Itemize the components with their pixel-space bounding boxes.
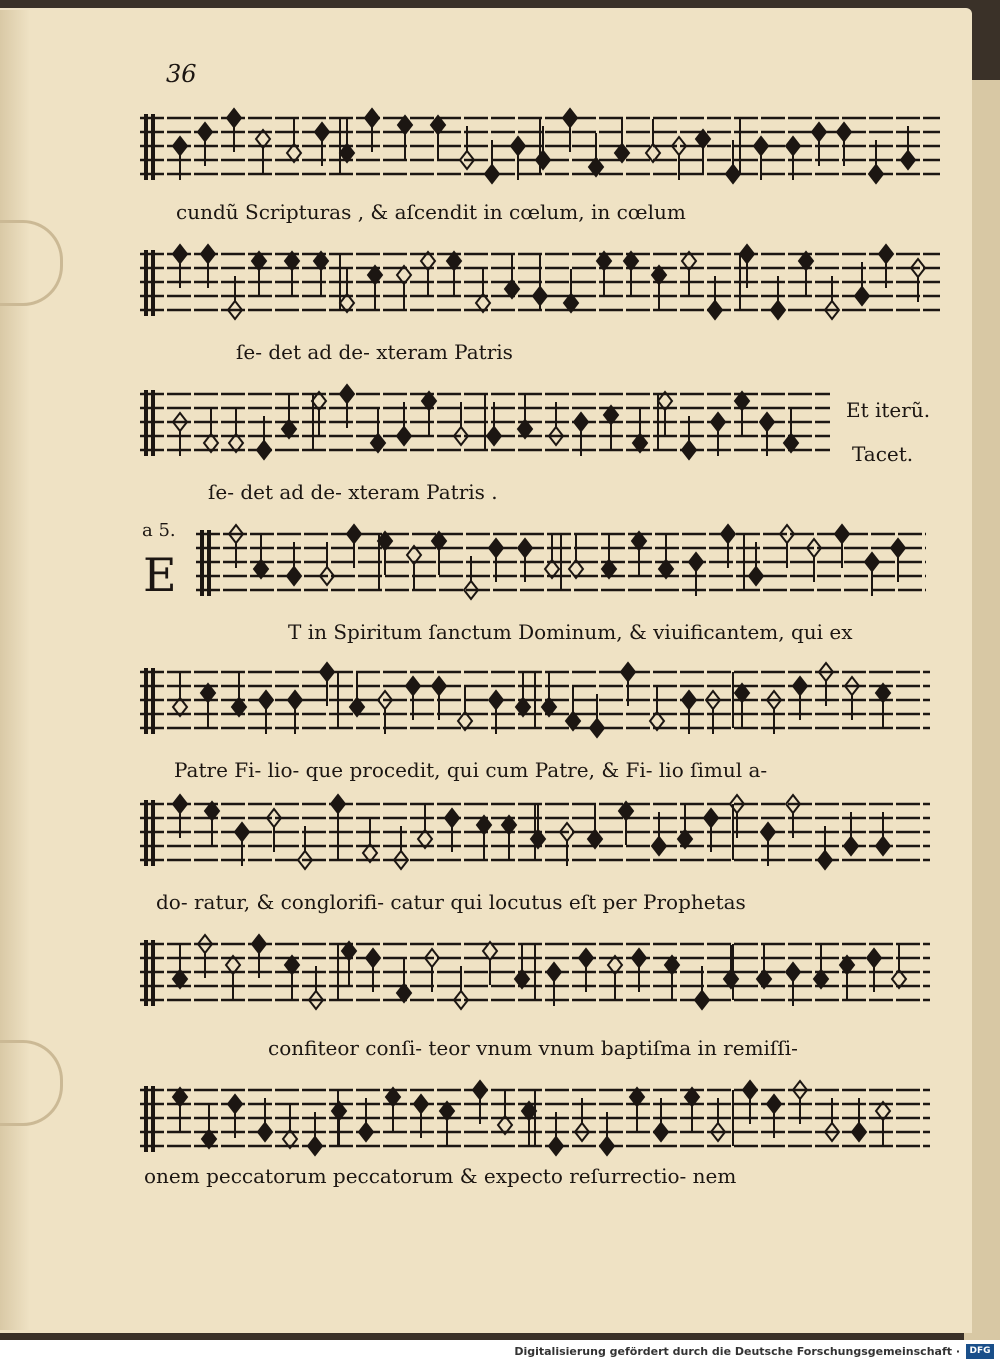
clef-bar bbox=[151, 800, 155, 866]
side-text: Tacet. bbox=[852, 442, 914, 466]
note-glyph bbox=[386, 1088, 400, 1131]
note-glyph bbox=[363, 819, 377, 862]
music-staff bbox=[140, 786, 930, 886]
note-glyph bbox=[589, 133, 603, 176]
note-glyph bbox=[342, 942, 356, 985]
note-glyph bbox=[518, 395, 532, 438]
clef-bar bbox=[151, 1086, 155, 1152]
note-glyph bbox=[226, 956, 240, 999]
note-glyph bbox=[205, 802, 219, 845]
note-glyph bbox=[678, 805, 692, 848]
note-glyph bbox=[498, 1091, 512, 1134]
note-glyph bbox=[569, 535, 583, 578]
note-glyph bbox=[232, 673, 246, 716]
music-staff bbox=[196, 516, 926, 616]
note-glyph bbox=[282, 395, 296, 438]
note-glyph bbox=[784, 409, 798, 452]
note-glyph bbox=[814, 945, 828, 988]
note-glyph bbox=[735, 392, 749, 435]
note-glyph bbox=[876, 684, 890, 727]
binding-shadow bbox=[0, 10, 30, 1330]
music-staff bbox=[140, 376, 830, 476]
music-staff bbox=[140, 926, 930, 1026]
initial-letter: E bbox=[143, 548, 177, 602]
side-text: Et iterũ. bbox=[846, 398, 931, 422]
clef-bar bbox=[144, 390, 148, 456]
note-glyph bbox=[624, 252, 638, 295]
note-glyph bbox=[202, 1105, 216, 1148]
lyric-line: cundũ Scripturas , & aſcendit in cœlum, in cœlum bbox=[176, 200, 686, 224]
note-glyph bbox=[477, 816, 491, 859]
note-glyph bbox=[619, 802, 633, 845]
note-glyph bbox=[604, 406, 618, 449]
note-glyph bbox=[505, 255, 519, 298]
clef-bar bbox=[144, 1086, 148, 1152]
note-glyph bbox=[368, 266, 382, 309]
note-glyph bbox=[659, 535, 673, 578]
note-glyph bbox=[476, 269, 490, 312]
note-glyph bbox=[630, 1088, 644, 1131]
note-glyph bbox=[799, 252, 813, 295]
clef-bar bbox=[144, 114, 148, 180]
note-glyph bbox=[201, 684, 215, 727]
note-glyph bbox=[312, 392, 326, 435]
lyric-line: ſe- det ad de- xteram Patris bbox=[236, 340, 513, 364]
note-glyph bbox=[652, 266, 666, 309]
note-glyph bbox=[597, 252, 611, 295]
music-staff bbox=[140, 1072, 930, 1172]
note-glyph bbox=[531, 805, 545, 848]
note-glyph bbox=[229, 409, 243, 452]
lyric-line: do- ratur, & conglorifi- catur qui locutus eſt per Prophetas bbox=[156, 890, 746, 914]
voice-count-label: a 5. bbox=[142, 520, 176, 541]
note-glyph bbox=[252, 252, 266, 295]
note-glyph bbox=[658, 392, 672, 435]
footer-bar bbox=[0, 1340, 1000, 1364]
clef-bar bbox=[200, 530, 204, 596]
note-glyph bbox=[522, 1102, 536, 1145]
note-glyph bbox=[516, 673, 530, 716]
note-glyph bbox=[542, 673, 556, 716]
note-glyph bbox=[285, 252, 299, 295]
clef-bar bbox=[151, 250, 155, 316]
note-glyph bbox=[682, 252, 696, 295]
note-glyph bbox=[256, 130, 270, 173]
lyric-line: Patre Fi- lio- que procedit, qui cum Patre, & Fi- lio ſimul a- bbox=[174, 758, 768, 782]
note-glyph bbox=[285, 956, 299, 999]
note-glyph bbox=[378, 532, 392, 575]
note-glyph bbox=[615, 119, 629, 162]
clef-bar bbox=[144, 668, 148, 734]
note-glyph bbox=[650, 687, 664, 730]
note-glyph bbox=[685, 1088, 699, 1131]
note-glyph bbox=[287, 119, 301, 162]
note-glyph bbox=[735, 684, 749, 727]
lyric-line: onem peccatorum peccatorum & expecto reſurrectio- nem bbox=[144, 1164, 737, 1188]
note-glyph bbox=[566, 687, 580, 730]
note-glyph bbox=[876, 1102, 890, 1145]
lyric-line: ſe- det ad de- xteram Patris . bbox=[208, 480, 498, 504]
note-glyph bbox=[696, 130, 710, 173]
note-glyph bbox=[757, 945, 771, 988]
clef-bar bbox=[151, 940, 155, 1006]
note-glyph bbox=[340, 269, 354, 312]
clef-bar bbox=[151, 114, 155, 180]
funding-note: Digitalisierung gefördert durch die Deutsche Forschungsgemeinschaft · bbox=[514, 1345, 960, 1358]
note-glyph bbox=[418, 805, 432, 848]
note-glyph bbox=[665, 956, 679, 999]
note-glyph bbox=[350, 673, 364, 716]
note-glyph bbox=[431, 116, 445, 159]
note-glyph bbox=[314, 252, 328, 295]
note-glyph bbox=[588, 805, 602, 848]
note-glyph bbox=[371, 409, 385, 452]
note-glyph bbox=[422, 392, 436, 435]
note-glyph bbox=[398, 116, 412, 159]
note-glyph bbox=[204, 409, 218, 452]
clef-bar bbox=[144, 940, 148, 1006]
note-glyph bbox=[421, 252, 435, 295]
note-glyph bbox=[173, 945, 187, 988]
note-glyph bbox=[646, 119, 660, 162]
clef-bar bbox=[151, 668, 155, 734]
note-glyph bbox=[173, 1088, 187, 1131]
note-glyph bbox=[340, 119, 354, 162]
note-glyph bbox=[397, 959, 411, 1002]
note-glyph bbox=[892, 945, 906, 988]
note-glyph bbox=[632, 532, 646, 575]
note-glyph bbox=[173, 673, 187, 716]
note-glyph bbox=[283, 1105, 297, 1148]
note-glyph bbox=[458, 687, 472, 730]
note-glyph bbox=[432, 532, 446, 575]
music-staff bbox=[140, 654, 930, 754]
clef-bar bbox=[151, 390, 155, 456]
note-glyph bbox=[840, 956, 854, 999]
note-glyph bbox=[440, 1102, 454, 1145]
note-glyph bbox=[515, 945, 529, 988]
note-glyph bbox=[724, 945, 738, 988]
lyric-line: confiteor conſi- teor vnum vnum baptiſma in remiſſi- bbox=[268, 1036, 798, 1060]
clef-bar bbox=[144, 250, 148, 316]
note-glyph bbox=[602, 535, 616, 578]
note-glyph bbox=[447, 252, 461, 295]
music-staff bbox=[140, 236, 940, 336]
clef-bar bbox=[144, 800, 148, 866]
note-glyph bbox=[502, 816, 516, 859]
note-glyph bbox=[254, 535, 268, 578]
dfg-logo: DFG bbox=[966, 1344, 994, 1359]
note-glyph bbox=[407, 546, 421, 589]
note-glyph bbox=[483, 942, 497, 985]
note-glyph bbox=[545, 535, 559, 578]
note-glyph bbox=[608, 956, 622, 999]
lyric-line: T in Spiritum ſanctum Dominum, & viuificantem, qui ex bbox=[288, 620, 853, 644]
note-glyph bbox=[397, 266, 411, 309]
page-number: 36 bbox=[166, 60, 197, 88]
note-glyph bbox=[633, 409, 647, 452]
music-staff bbox=[140, 100, 940, 200]
note-glyph bbox=[332, 1102, 346, 1145]
clef-bar bbox=[207, 530, 211, 596]
note-glyph bbox=[564, 269, 578, 312]
